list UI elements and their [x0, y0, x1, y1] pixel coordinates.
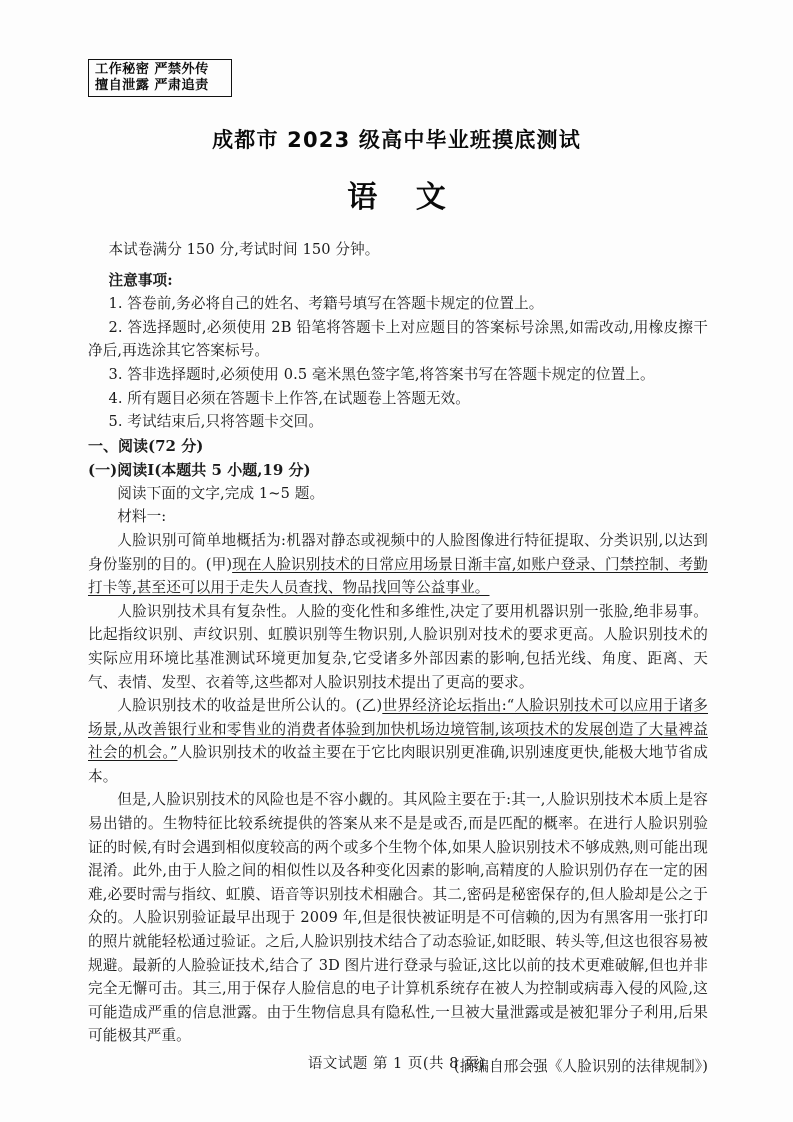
secrecy-stamp-line-2: 擅自泄露 严肃追责 — [95, 77, 209, 93]
passage-paragraph-2: 人脸识别技术具有复杂性。人脸的变化性和多维性,决定了要用机器识别一张脸,绝非易事。比起指纹识别、声纹识别、虹膜识别等生物识别,人脸识别对技术的要求更高。人脸识别技术的实际应用环境比基准测试环境更加复杂,它受诸多外部因素的影响,包括光线、角度、距离、天气、表情、发型、衣着等,这些都对人脸识别技术提出了更高的要求。 — [88, 602, 708, 691]
passage-paragraph-1 — [88, 529, 708, 600]
notice-item-4: 4. 所有题目必须在答题卡上作答,在试题卷上答题无效。 — [108, 389, 470, 407]
reading-instruction: 阅读下面的文字,完成 1~5 题。 — [117, 484, 325, 502]
notice-item-3: 3. 答非选择题时,必须使用 0.5 毫米黑色签字笔,将答案书写在答题卡规定的位置上。 — [108, 365, 655, 383]
section-heading-reading: 一、阅读(72 分) — [88, 436, 204, 455]
paper-body — [88, 238, 708, 1079]
notice-item-2: 2. 答选择题时,必须使用 2B 铅笔将答题卡上对应题目的答案标号涂黑,如需改动,用橡皮擦干净后,再选涂其它答案标号。 — [88, 318, 708, 360]
passage-p3-plain-after: 人脸识别技术的收益主要在于它比肉眼识别更准确,识别速度更快,能极大地节省成本。 — [88, 744, 708, 785]
subsection-heading-reading-1: (一)阅读Ⅰ(本题共 5 小题,19 分) — [88, 460, 311, 479]
material-label: 材料一: — [117, 508, 167, 526]
secrecy-stamp-line-1: 工作秘密 严禁外传 — [95, 62, 209, 77]
passage-paragraph-3 — [88, 694, 708, 788]
page-footer: 语文试题 第 1 页(共 8 页) — [307, 1056, 486, 1072]
passage-p3-plain-before: 人脸识别技术的收益是世所公认的。(乙) — [117, 697, 383, 715]
passage-p3-underlined-yi: 世界经济论坛指出:“人脸识别技术可以应用于诸多场景,从改善银行业和零售业的消费者体验到加快机场边境管制,该项技术的发展创造了大量裨益社会的机会。” — [88, 697, 708, 762]
passage-source-attribution: (摘编自邢会强《人脸识别的法律规制》) — [453, 1058, 708, 1075]
subject-title: 语 文 — [347, 180, 460, 215]
passage-p1-plain: 人脸识别可简单地概括为:机器对静态或视频中的人脸图像进行特征提取、分类识别,以达到身份鉴别的目的。(甲) — [88, 531, 708, 573]
page-title: 成都市 2023 级高中毕业班摸底测试 — [212, 128, 581, 152]
passage-p1-underlined-jia: 现在人脸识别技术的日常应用场景日渐丰富,如账户登录、门禁控制、考勤打卡等,甚至还可以用于走失人员查找、物品找回等公益事业。 — [88, 555, 708, 597]
notice-heading: 注意事项: — [108, 271, 173, 289]
passage-paragraph-4: 但是,人脸识别技术的风险也是不容小觑的。其风险主要在于:其一,人脸识别技术本质上是容易出错的。生物特征比较系统提供的答案从来不是是或否,而是匹配的概率。在进行人脸识别验证的时候,有时会遇到相似度较高的两个或多个生物个体,如果人脸识别技术不够成熟,则可能出现混淆。此外,由于人脸之间的相似性以及各种变化因素的影响,高精度的人脸识别仍存在一定的困难,必要时需与指纹、虹膜、语音等识别技术相融合。其二,密码是秘密保存的,但人脸却是公之于众的。人脸识别验证最早出现于 2009 年,但是很快被证明是不可信赖的,因为有黑客用一张打印的照片就能轻松通过验证。之后,人脸识别技术结合了动态验证,如眨眼、转头等,但这也很容易被规避。最新的人脸验证技术,结合了 3D 图片进行登录与验证,这比以前的技术更难破解,但也并非完全无懈可击。其三,用于保存人脸信息的电子计算机系统存在被人为控制或病毒入侵的风险,这可能造成严重的信息泄露。由于生物信息具有隐私性,一旦被大量泄露或是被犯罪分子利用,后果可能极其严重。 — [88, 791, 708, 1045]
score-time-line: 本试卷满分 150 分,考试时间 150 分钟。 — [108, 241, 380, 258]
notice-item-1: 1. 答卷前,务必将自己的姓名、考籍号填写在答题卡规定的位置上。 — [108, 295, 544, 313]
notice-item-5: 5. 考试结束后,只将答题卡交回。 — [108, 413, 324, 431]
secrecy-stamp — [88, 59, 232, 97]
